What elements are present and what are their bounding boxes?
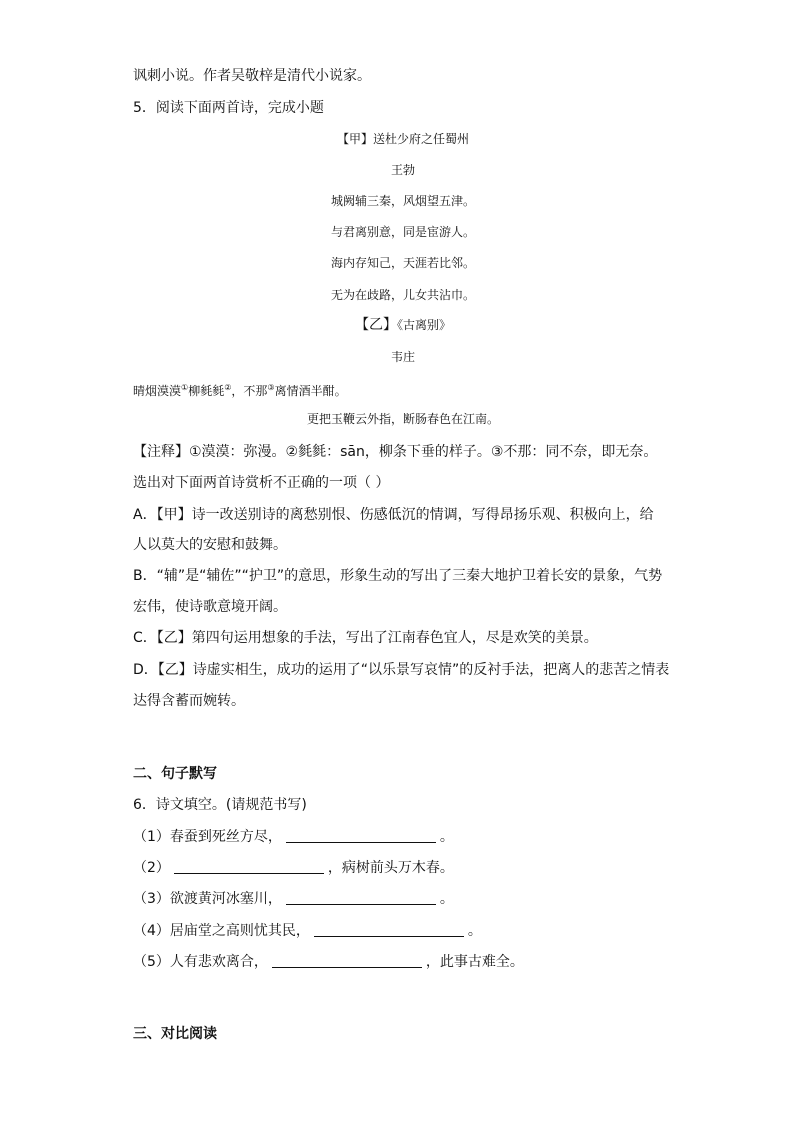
fill-item-text: （2）: [133, 860, 170, 876]
footnote-mark: ②: [224, 383, 232, 392]
option-c-line-1: C．【乙】第四句运用想象的手法，写出了江南春色宜人，尽是欢笑的美景。: [133, 630, 598, 646]
poem-b-text: 离情酒半酣。: [274, 384, 347, 398]
fill-item-text: （3）欲渡黄河冰塞川，: [133, 891, 282, 907]
question-5-stem: 选出对下面两首诗赏析不正确的一项（ ）: [133, 475, 390, 491]
answer-blank[interactable]: [272, 953, 422, 968]
option-d-line-1: D．【乙】诗虚实相生，成功的运用了“以乐景写哀情”的反衬手法，把离人的悲苦之情表: [133, 662, 670, 678]
fill-item-2: [133, 858, 673, 878]
option-a-line-2: 人以莫大的安慰和鼓舞。: [133, 537, 287, 553]
poem-b-title-name: 《古离别》: [396, 318, 451, 332]
poem-b-title: [133, 316, 673, 334]
section-3-heading: 三、对比阅读: [133, 1026, 217, 1042]
fill-item-text: ，病树前头万木春。: [327, 860, 454, 876]
fill-item-3: [133, 889, 673, 909]
fill-item-5: [133, 952, 673, 972]
fill-item-4: [133, 921, 673, 941]
footnote-mark: ①: [181, 383, 189, 392]
fill-item-1: [133, 827, 673, 847]
fill-item-text: 。: [467, 923, 482, 939]
poem-notes: 【注释】①漠漠：弥漫。②毵毵：sān，柳条下垂的样子。③不那：同不奈，即无奈。: [133, 444, 658, 460]
poem-b-text: 晴烟漠漠: [133, 384, 182, 398]
answer-blank[interactable]: [286, 828, 436, 843]
answer-blank[interactable]: [286, 890, 436, 905]
poem-a-line: 与君离别意，同是宦游人。: [330, 225, 475, 239]
intro-tail-text: 讽刺小说。作者吴敬梓是清代小说家。: [133, 68, 371, 84]
fill-item-text: ，此事古难全。: [425, 954, 524, 970]
section-2-heading: 二、句子默写: [133, 766, 217, 782]
question-5-prompt: 5．阅读下面两首诗，完成小题: [133, 100, 324, 116]
poem-b-line-1: [133, 379, 673, 400]
fill-item-text: （4）居庙堂之高则忧其民，: [133, 923, 310, 939]
answer-blank[interactable]: [314, 922, 464, 937]
poem-a-author: 王勃: [390, 163, 415, 177]
poem-b-title-bracket: 【乙】: [354, 317, 397, 333]
footnote-mark: ③: [267, 383, 275, 392]
option-a-line-1: A．【甲】诗一改送别诗的离愁别恨、伤感低沉的情调，写得昂扬乐观、积极向上，给: [133, 507, 654, 523]
fill-item-text: 。: [439, 829, 454, 845]
option-d-line-2: 达得含蓄而婉转。: [133, 693, 245, 709]
option-b-line-2: 宏伟，使诗歌意境开阔。: [133, 599, 287, 615]
poem-a-line: 无为在歧路，儿女共沾巾。: [330, 288, 475, 302]
poem-a-title: 【甲】送杜少府之任蜀州: [336, 132, 469, 146]
poem-a-line: 海内存知己，天涯若比邻。: [330, 256, 475, 270]
fill-item-text: （5）人有悲欢离合，: [133, 954, 268, 970]
answer-blank[interactable]: [174, 859, 324, 874]
option-b-line-1: B．“辅”是“辅佐”“护卫”的意思，形象生动的写出了三秦大地护卫着长安的景象，气势: [133, 568, 663, 584]
poem-b-author: 韦庄: [390, 350, 415, 364]
fill-item-text: 。: [439, 891, 454, 907]
fill-item-text: （1）春蚕到死丝方尽，: [133, 829, 282, 845]
poem-b-line-2: 更把玉鞭云外指，断肠春色在江南。: [306, 412, 499, 426]
poem-a-line: 城阙辅三秦，风烟望五津。: [330, 194, 475, 208]
question-6-prompt: 6．诗文填空。(请规范书写): [133, 797, 307, 813]
poem-b-text: 柳毵毵: [188, 384, 225, 398]
poem-b-text: ，不那: [231, 384, 268, 398]
